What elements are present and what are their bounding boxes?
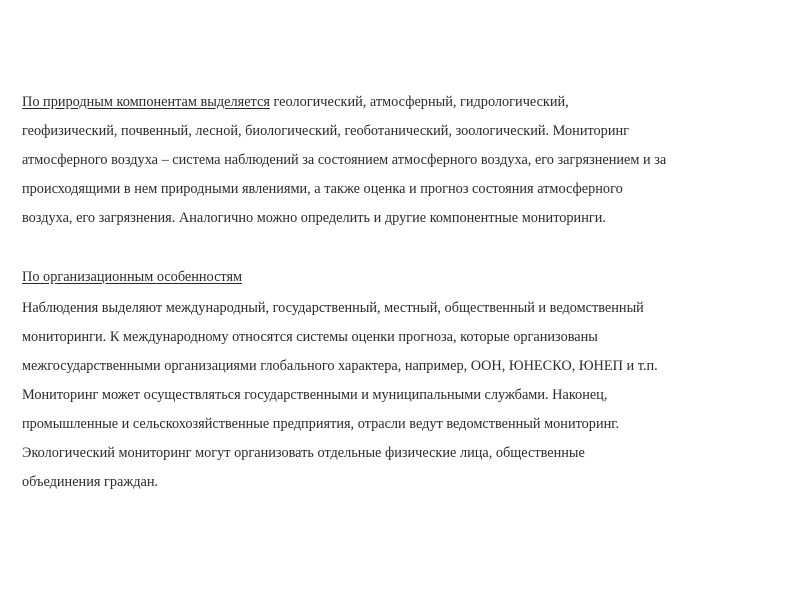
section-natural-components: [22, 88, 666, 233]
natural-components-text: геологический, атмосферный, гидрологический, геофизический, почвенный, лесной, биологический, геоботанический, зоологический. Мониторинг атмосферного воздуха – система наблюдений за состоянием атмосферного воздуха, его загрязнением и за происходящими в нем природными явлениями, а также оценка и прогноз состояния атмосферного воздуха, его загрязнения. Аналогично можно определить и другие компонентные мониторинги.: [22, 94, 667, 226]
section-organizational-heading-line: [22, 263, 242, 292]
organizational-heading: По организационным особенностям: [22, 269, 243, 285]
organizational-text: Наблюдения выделяют международный, государственный, местный, общественный и ведомственный мониторинги. К международному относятся системы оценки прогноза, которые организованы межгосударственными организациями глобального характера, например, ООН, ЮНЕСКО, ЮНЕП и т.п. Мониторинг может осуществляться государственными и муниципальными службами. Наконец, промышленные и сельскохозяйственные предприятия, отрасли ведут ведомственный мониторинг. Экологический мониторинг могут организовать отдельные физические лица, общественные объединения граждан.: [22, 300, 658, 490]
natural-components-heading: По природным компонентам выделяется: [22, 94, 270, 110]
